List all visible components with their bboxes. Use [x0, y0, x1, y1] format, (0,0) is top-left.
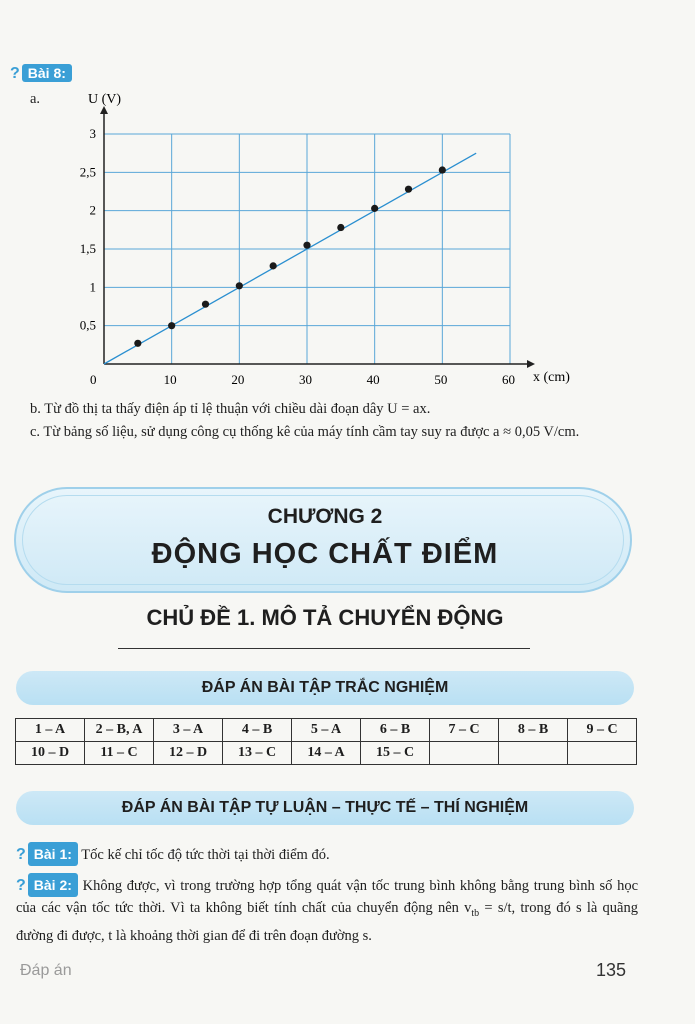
answer-cell: 11 – C [85, 742, 154, 765]
answer-cell: 13 – C [223, 742, 292, 765]
x-tick-label: 50 [434, 372, 448, 387]
y-axis-arrow [100, 106, 108, 114]
answer-cell [499, 742, 568, 765]
bai2-subscript: tb [471, 907, 480, 919]
part-a-label: a. [30, 91, 41, 107]
answer-cell: 1 – A [16, 719, 85, 742]
x-axis-label: x (cm) [533, 370, 570, 385]
answer-cell [568, 742, 637, 765]
fit-line [104, 153, 476, 364]
data-point [337, 224, 344, 231]
answer-cell: 7 – C [430, 719, 499, 742]
y-tick-label: 2 [89, 202, 96, 218]
x-axis-arrow [527, 360, 535, 368]
answer-cell: 9 – C [568, 719, 637, 742]
x-tick-label: 20 [231, 372, 245, 387]
answer-table [15, 718, 637, 765]
x-tick-label: 10 [163, 372, 177, 387]
y-tick-label: 3 [89, 126, 96, 141]
data-point [236, 282, 243, 289]
answer-cell: 4 – B [223, 719, 292, 742]
bai2-text-1: Không được, vì trong trường hợp tổng quát vận tốc trung bình không bằng trung bình số học của các vận tốc tức thời. Vì ta không biết tính chất của chuyển động nên v [16, 878, 639, 916]
chapter-title: ĐỘNG HỌC CHẤT ĐIỂM [151, 538, 499, 570]
data-point [405, 186, 412, 193]
x-tick-label: 60 [502, 372, 515, 387]
data-point [439, 166, 446, 173]
chart-fit-line [104, 153, 476, 364]
y-tick-label: 1,5 [79, 241, 96, 256]
table-row [16, 719, 637, 742]
question-icon: ? [16, 846, 26, 863]
text-b: b. Từ đồ thị ta thấy điện áp tỉ lệ thuận với chiều dài đoạn dây U = ax. [30, 401, 431, 417]
x-tick-label: 0 [90, 372, 97, 387]
answer-cell: 6 – B [361, 719, 430, 742]
bai2-block [16, 873, 638, 947]
footer-label: Đáp án [20, 962, 72, 979]
data-point [202, 301, 209, 308]
mcq-section-title: ĐÁP ÁN BÀI TẬP TRẮC NGHIỆM [16, 671, 634, 705]
chapter-number: CHƯƠNG 2 [267, 505, 383, 528]
question-icon: ? [10, 65, 20, 82]
y-tick-label: 0,5 [79, 317, 96, 333]
answer-cell: 10 – D [16, 742, 85, 765]
y-axis-label: U (V) [88, 92, 122, 107]
topic-title: CHỦ ĐỀ 1. MÔ TẢ CHUYỂN ĐỘNG [146, 605, 504, 630]
text-c: c. Từ bảng số liệu, sử dụng công cụ thống kê của máy tính cầm tay suy ra được a ≈ 0,05 V/cm. [30, 424, 580, 440]
voltage-length-chart [0, 0, 695, 400]
bai1-text: Tốc kế chỉ tốc độ tức thời tại thời điểm đó. [81, 847, 330, 863]
answer-cell: 12 – D [154, 742, 223, 765]
x-tick-label: 40 [366, 372, 380, 387]
answer-cell: 5 – A [292, 719, 361, 742]
bai2-text-2: = s/t, trong đó s là quãng đường đi được, t là khoảng thời gian để đi trên đoạn đường s. [16, 900, 638, 944]
answer-cell: 8 – B [499, 719, 568, 742]
data-point [134, 340, 141, 347]
data-point [168, 322, 175, 329]
chart-ticks [80, 126, 515, 387]
y-tick-label: 1 [89, 279, 96, 295]
data-point [371, 205, 378, 212]
bai1-block [16, 842, 636, 866]
answer-cell [430, 742, 499, 765]
bai2-badge: Bài 2: [28, 873, 78, 897]
essay-section-title: ĐÁP ÁN BÀI TẬP TỰ LUẬN – THỰC TẾ – THÍ NGHIỆM [16, 791, 634, 825]
topic-underline [118, 648, 530, 649]
answer-cell: 14 – A [292, 742, 361, 765]
answer-cell: 2 – B, A [85, 719, 154, 742]
data-point [303, 242, 310, 249]
data-point [270, 262, 277, 269]
answer-cell: 3 – A [154, 719, 223, 742]
answer-cell: 15 – C [361, 742, 430, 765]
bai8-badge: Bài 8: [22, 64, 72, 82]
page-number: 135 [596, 960, 627, 980]
bai1-badge: Bài 1: [28, 842, 78, 866]
y-tick-label: 2,5 [79, 164, 96, 180]
x-tick-label: 30 [299, 372, 312, 387]
table-row [16, 742, 637, 765]
question-icon: ? [16, 877, 26, 894]
